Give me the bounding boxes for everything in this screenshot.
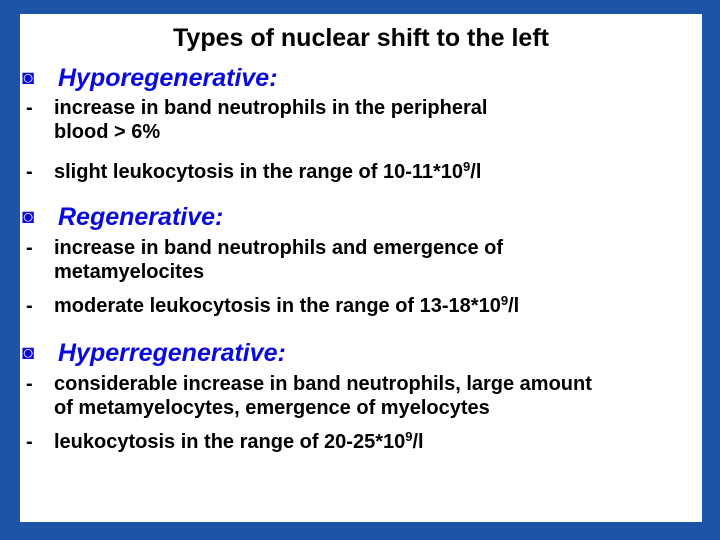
slide <box>20 14 702 522</box>
bullet-icon: ◙ <box>22 206 35 228</box>
list-item <box>20 236 503 284</box>
bullet-icon: ◙ <box>22 67 35 89</box>
list-item <box>20 372 592 420</box>
list-item <box>20 160 481 184</box>
slide-title: Types of nuclear shift to the left <box>173 24 549 52</box>
list-item-line: metamyelocites <box>54 261 205 283</box>
section-heading-regenerative <box>20 203 223 232</box>
list-item-line: considerable increase in band neutrophils, large amount <box>54 373 592 395</box>
bullet-icon: ◙ <box>22 342 35 364</box>
section-heading-hyperregenerative <box>20 339 286 368</box>
list-item-line: leukocytosis in the range of $20-25*10^9/l$ <box>54 429 424 453</box>
list-item-line: slight leukocytosis in the range of $10-11*10^9/l$ <box>54 159 482 183</box>
section-heading-label: Hyporegenerative: <box>58 64 278 92</box>
dash-icon: - <box>26 97 33 119</box>
dash-icon: - <box>26 373 33 395</box>
section-heading-hyporegenerative <box>20 64 278 93</box>
dash-icon: - <box>26 161 33 183</box>
list-item-line: increase in band neutrophils and emergence of <box>54 237 503 259</box>
dash-icon: - <box>26 237 33 259</box>
list-item-line: of metamyelocytes, emergence of myelocytes <box>54 397 490 419</box>
list-item <box>20 430 424 454</box>
list-item <box>20 96 487 144</box>
list-item-line: increase in band neutrophils in the peripheral <box>54 97 488 119</box>
list-item-line: blood > 6% <box>54 121 161 143</box>
list-item-line: moderate leukocytosis in the range of $13-18*10^9/l$ <box>54 293 520 317</box>
dash-icon: - <box>26 431 33 453</box>
section-heading-label: Hyperregenerative: <box>58 339 286 367</box>
list-item <box>20 294 519 318</box>
section-heading-label: Regenerative: <box>58 203 224 231</box>
dash-icon: - <box>26 295 33 317</box>
